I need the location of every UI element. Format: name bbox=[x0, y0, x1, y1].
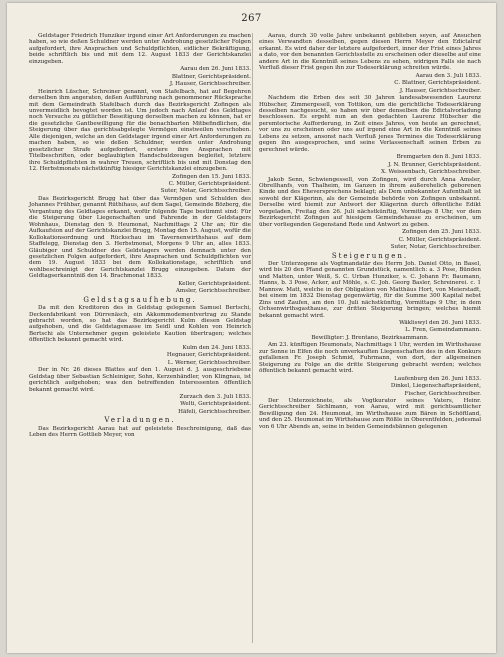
signature-line: Bremgarten den 8. Juni 1833. bbox=[396, 154, 481, 161]
signature-line: L. Werner, Gerichtsschreiber. bbox=[167, 359, 251, 366]
signature-line: Häfeli, Gerichtsschreiber. bbox=[178, 408, 251, 415]
notice-paragraph: Heinrich Lüscher, Schreiner genannt, von Stafelbach, hat auf Begehren derselben ihm angeraten, deßen Aufführung nach genommener Rücksprache mit dem Gemeindrath Stafelbach durch das Bezirksgericht Zofingen als unvermeidlich bevogtet worden ist. Um jedoch nach Anlauf des Geldtages noch Versuche zu gütlicher Beseitigung derselben machen zu können, hat er die gesetzliche Gantbewilligung für die benachbarten Mitbefindlichen, die Steigerung über das gerichtsabgelegte Vermögen einstweilen verschoben. Alle diejenigen, welche an den Geldstager irgend einer Art Anforderungen zu machen haben, so wie deßen Schuldner, werden unter Androhung gesetzlicher Strafe aufgefordert, erstere ihre Ansprachen mit Titelbeschriften, oder beglaubigten Handschuldzeugen begleitet, letztere ihre Schuldpflichten in wahrer Treuen, schriftlich bis und mit Donstag den 12. Herbstmonats nächstkünftig hiesiger Gerichtskanzlei einzugeben. bbox=[29, 88, 251, 173]
notice-paragraph: Geldstager Friedrich Hunziker irgend einer Art Anforderungen zu machen haben, so wie deßen Schuldner werden unter Androhung gesetzlicher Folgen aufgefordert, ihre Ansprachen und Schuldpflichten, eidlicher Bekräftigung, beide schriftlich bis und mit dem 12. August 1833 der Gerichtskanzlei einzugeben. bbox=[29, 33, 251, 65]
section-heading: Verladungen. bbox=[104, 416, 176, 425]
signature-line: Zofingen den 15. Juni 1833. bbox=[172, 173, 251, 180]
signature-line: Dinkel, Liegenschaftspräsident, bbox=[390, 383, 481, 390]
signature-line: Bewilligter: J. Brentano, Bezirksammann. bbox=[311, 334, 429, 341]
signature-line: X. Weissenbach, Gerichtsschreiber. bbox=[381, 169, 481, 176]
signature-line: L. Fren, Gemeindammann. bbox=[405, 327, 481, 334]
signature-line: Blattner, Gerichtspräsident. bbox=[171, 73, 251, 80]
notice-paragraph: Der Unterzeichnete, als Vogtkurator seines Vaters, Heinr. Gerichtsschreiber Sichlmann, von Aarau, wird mit gerichtsamtlicher Bewilligung den 24. Heumonat, im Wirthshause zum Bären in Schöftland, und den 25. Heumonat im Wirthshause zum Rößle in Oberentfelden, jedesmal von 6 Uhr Abends an, seine in beiden Gemeindsbännen gelegenen bbox=[259, 398, 481, 430]
signature-line: Aarau den 3. Juli 1833. bbox=[415, 72, 481, 79]
signature-line: C. Müller, Gerichtspräsident. bbox=[168, 180, 251, 187]
signature-line: Aarau den 26. Juni 1833. bbox=[180, 66, 251, 73]
document-page bbox=[7, 3, 496, 653]
signature-line: Zofingen den 25. Juni 1833. bbox=[402, 229, 481, 236]
notice-paragraph: Aarau, durch 30 volle Jahre unbekannt geblieben seyen, auf Ansuchen eines Verwandten desselben, gegen diesen Herrn Meyer den Edictalruf erkannt. Es wird daher der letztere aufgefordert, inner der Frist eines Jahres a dato, vor den benannten Gerichtsstelle zu erscheinen oder dieselbe auf eine andere Art in die Kenntniß seines Lebens zu sehen, widrigen Falls sie nach Verfluß dieser Frist gegen ihn zur Todeserklärung schreiten würde. bbox=[259, 33, 481, 72]
signature-line: J. Hauser, Gerichtsschreiber. bbox=[169, 81, 251, 88]
signature-line: Wäkliswyl den 26. Juni 1833. bbox=[399, 320, 481, 327]
notice-paragraph: Am 23. künftigen Heumonats, Nachmittags 1 Uhr, werden im Wirthshause zur Sonne in Elfen die noch unverkauften Liegenschaften des in den Konkurs gefallenen Fr. Joseph Schmid, Fuhrmann, von dort, der allgemeinen Steigerung zu Folge an die dritte Steigerung gebracht werden; welches öffentlich bekannt gemacht wird. bbox=[259, 342, 481, 375]
notice-paragraph: Das Bezirksgericht Brugg hat über das Vermögen und Schulden des Johannes Frühbar, genannt Rüthihaus, auf dem Sagel, Gemeinde Bözberg, die Vergantung des Geldtages erkannt, wofür folgende Tage bestimmt sind: Für die Steigerung über Liegenschaften und Fahrende in der Geldstagers Wohnhaus, Dienstag den 9. Heumonat, Nachmittags 2 Uhr an; für die Aufkaufsion auf der Gerichtskanzlei Brugg, Montag den 15. August, wofür die Kollokationsordnung und Rückschau im Tavernenwirthshaus auf dem Staffelegg, Dienstag den 3. Herbstmonat, Morgens 9 Uhr an, alles 1833. Gläubiger und Schuldner des Geldstagers werden demnach unter den gesetzlichen Folgen aufgefordert, ihre Ansprachen und Schuldpflichten vor dem 19. August 1833 bei dem Kollokationstage, schriftlich und wohlbeschreinigt der Gerichtskanzlei Brugg einzugeben. Datum der Geldtagserkanntniß den 14. Brachmonat 1833. bbox=[29, 195, 251, 280]
notice-paragraph: Jakob Senn, Schwiengessell, von Zofingen, wird durch Anna Amsler, Obrellhanfs, von Thalheim, im Ganzen in ihrem außerehelich geborenen Kinde und des Eheversprechens beklagt; als Dem unbekannter Aufenthalt ist sowohl der Klägerinn, als der Gemeinde behörde von Zofingen unbekannt. Derselbe wird hiemit zur Antwort der Klägerinn durch öffentliche Edikt vorgeladen, Freitag den 26. Juli nächstkünftig, Vormittags 8 Uhr, vor dem Bezirksgericht Zofingen auf hiesigem Gemeindehause zu erscheinen, um über vorliegenden Gegenstand Rede und Antwort zu geben. bbox=[259, 176, 481, 228]
signature-line: Amsler, Gerichtsschreiber. bbox=[175, 288, 251, 295]
left-column bbox=[29, 33, 251, 440]
signature-line: Hegnauer, Gerichtspräsident. bbox=[166, 352, 251, 359]
signature-line: Suter, Notar, Gerichtsschreiber. bbox=[390, 244, 481, 251]
signature-line: Suter, Notar, Gerichtsschreiber. bbox=[160, 188, 251, 195]
notice-paragraph: Nachdem die Erben des seit 30 Jahren landesabwesenden Laurenz Hübscher, Zimmergesell, von Tottikon, um die gerichtliche Todeserklärung desselben nachgesucht, so haben wir über denselben die Edictalvorladung beschlossen. Es ergeht nun an den gedachten Laurenz Hübscher die peremtorische Aufforderung, in Zeit eines Jahres, von heute an gerechnet, vor uns zu erscheinen oder uns auf irgend eine Art in die Kenntniß seines Lebens zu setzen, ansonst nach Verfluß jenes Termines die Todeserklärung gegen ihn ausgesprochen, und seine Verlassenschaft seinen Erben zu gerechnet würde. bbox=[259, 95, 481, 153]
signature-line: Zurzach den 3. Juli 1833. bbox=[179, 394, 251, 401]
signature-line: J. Hauser, Gerichtsschreiber. bbox=[399, 87, 481, 94]
right-column bbox=[259, 33, 481, 431]
notice-paragraph: Der in Nr. 26 dieses Blattes auf den 1. August d. J. ausgeschriebene Geldstag über Sebastian Schleiniger, Sohn, Kerzenhändler, von Klingnau, ist gerichtlich aufgehoben; was den betreffenden Interessenten öffentlich bekannt gemacht wird. bbox=[29, 367, 251, 393]
notice-paragraph: Der Unterzogene als Vogtmandatär des Herrn Joh. Daniel Otto, in Basel, wird bis 20 den Pfand genannten Grundstück, namentlich: a. 3 Pose, Bünden und Matten, unter Weiß, S. C. Urban Hunziker, s. C. Johann Fr. Baumann, Hanns, b. 3 Pose, Acker, auf Möhle, s. C. Joh. Georg Basler, Schreinerei. c. 1 Mannsw. Matt, welche in der Obligation von Matthäus Hort, von Meierstadt, bei einem im 1832 Dienstag gegenwärtig, für die Summe 300 Kapital nebst Zins und Zaufen, am den 10. Juli nächstkünftig, Vormittags 9 Uhr, in dem Ochsenwirthsgasthause, zur dritten Steigerung bringen; welches hiemit bekannt gemacht wird. bbox=[259, 260, 481, 319]
notice-paragraph: Da mit den Kreditoren des in Geldstag gelegenen Samuel Bertschi, Deckenfabrikant von Dürrenäsch, ein Akkommodementvertrag zu Stande gebracht worden, so hat das Bezirksgericht Kulm diesen Geldstag aufgehoben, und die Geldstagsmasse im Seidl und Kohlen von Heinrich Bertschi als Unternehmer gegen geleistete Kaution übertragen; welches öffentlich bekannt gemacht wird. bbox=[29, 305, 251, 344]
section-heading: Geldstagsaufhebung. bbox=[83, 295, 197, 304]
column-divider bbox=[252, 33, 253, 643]
signature-line: Keller, Gerichtspräsident. bbox=[178, 280, 251, 287]
section-heading: Steigerungen. bbox=[331, 251, 409, 260]
signature-line: Laufenburg den 26. Juni 1833. bbox=[394, 375, 481, 382]
signature-line: Fischer, Gerichtsschreiber. bbox=[404, 390, 481, 397]
signature-line: Welti, Gerichtspräsident. bbox=[180, 401, 251, 408]
page-number: 267 bbox=[241, 13, 262, 24]
signature-line: C. Müller, Gerichtspräsident. bbox=[398, 236, 481, 243]
signature-line: J. N. Brunner, Gerichtspräsident. bbox=[388, 161, 481, 168]
signature-line: Kulm den 24. Juni 1833. bbox=[182, 344, 251, 351]
notice-paragraph: Das Bezirksgericht Aarau hat auf geleistete Beschreinigung, daß das Leben des Herrn Gottlieb Meyer, von bbox=[29, 425, 251, 439]
signature-line: C. Blattner, Gerichtspräsident. bbox=[394, 80, 481, 87]
